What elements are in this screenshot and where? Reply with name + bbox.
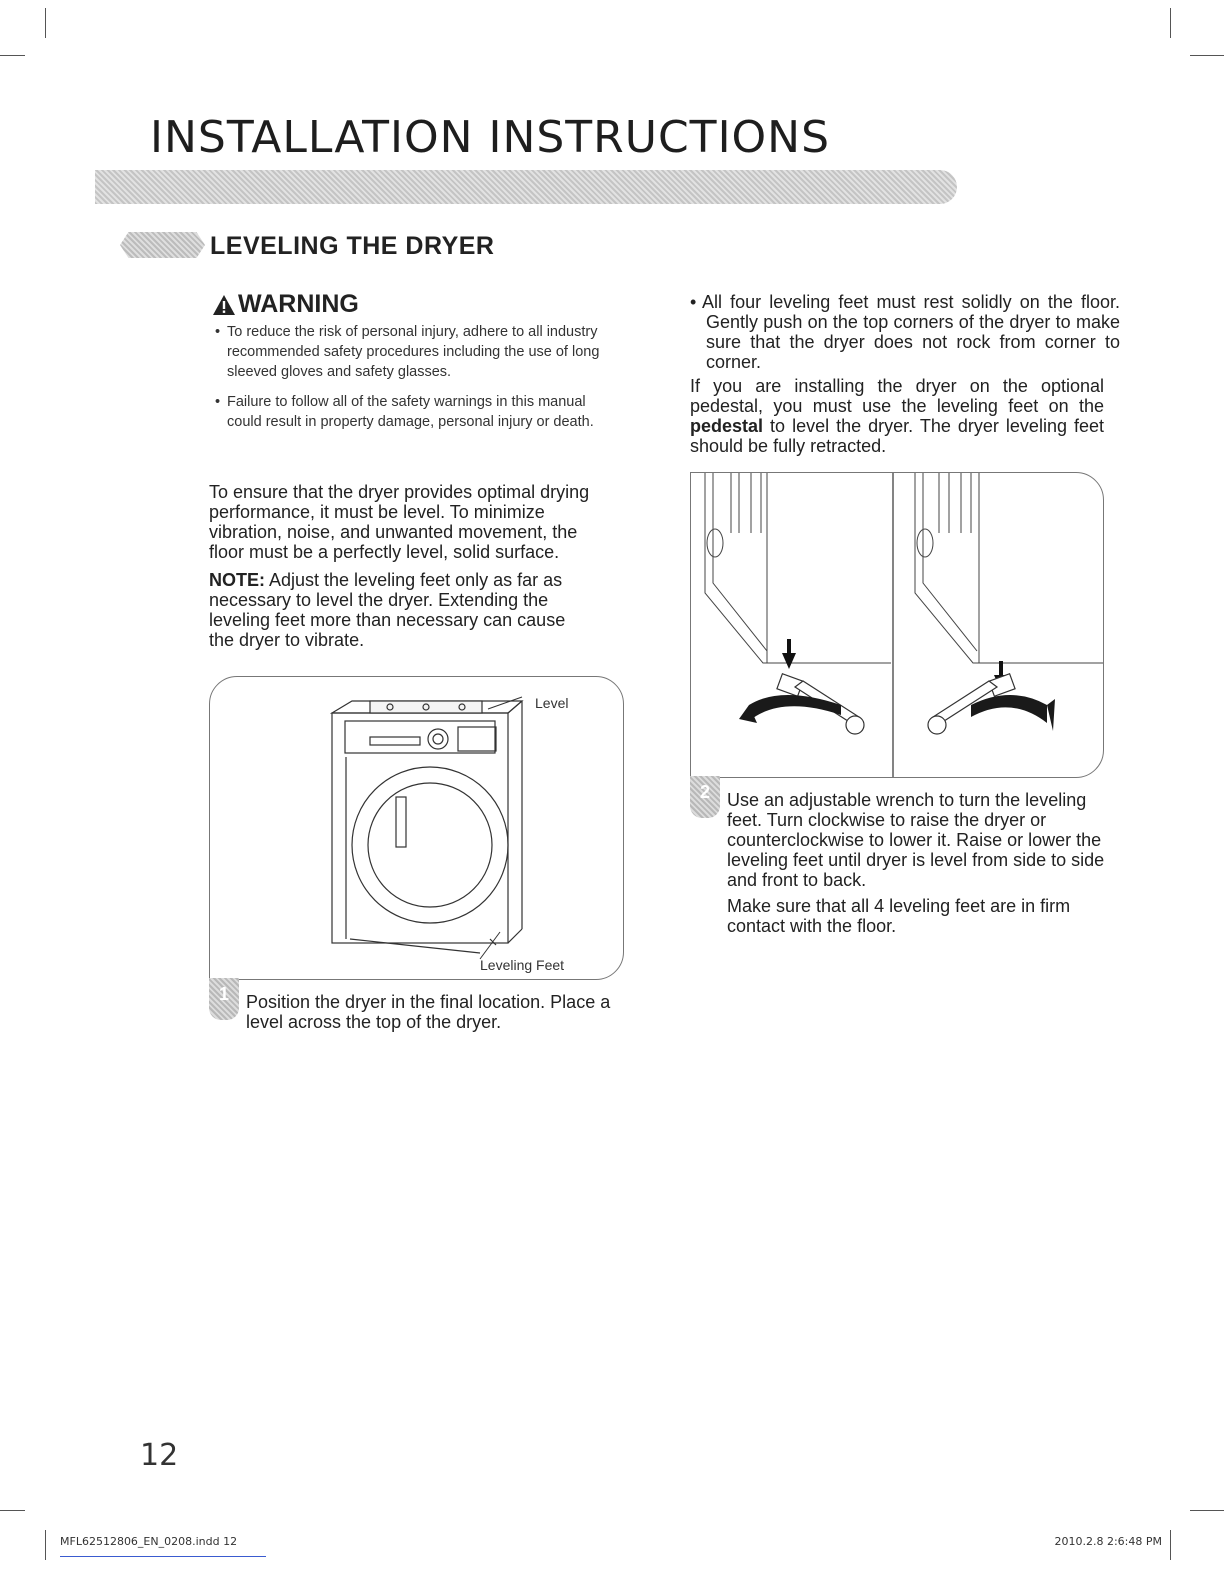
step-1-badge: 1 (209, 978, 239, 1020)
crop-mark (1190, 55, 1224, 56)
crop-mark (1170, 1530, 1171, 1560)
warning-heading (212, 290, 359, 319)
section-marker (120, 232, 205, 258)
leveling-feet-callout: Leveling Feet (480, 957, 565, 973)
pedestal-bold: pedestal (690, 416, 764, 436)
level-callout: Level (535, 695, 569, 711)
crop-mark (45, 8, 46, 38)
pedestal-paragraph (690, 376, 1104, 456)
crop-mark (1190, 1510, 1224, 1511)
dryer-level-figure (209, 676, 624, 980)
wrench-figure (690, 472, 1104, 778)
step-2-badge: 2 (690, 776, 720, 818)
pedestal-text-pre: If you are installing the dryer on the optional pedestal, you must use the leveling feet on the (690, 376, 1104, 416)
intro-paragraph: To ensure that the dryer provides optimal drying performance, it must be level. To minimize vibration, noise, and unwanted movement, the floor must be a perfectly level, solid surface. (209, 482, 590, 562)
warning-item: • To reduce the risk of personal injury, adhere to all industry recommended safety procedures including the use of long sleeved gloves and safety glasses. (215, 322, 615, 382)
crop-mark (0, 1510, 25, 1511)
warning-triangle-icon (212, 294, 236, 316)
feet-bullet: • All four leveling feet must rest solidly on the floor. Gently push on the top corners of the dryer to make sure that the dryer does not rock from corner to corner. (690, 292, 1120, 372)
page-title: INSTALLATION INSTRUCTIONS (150, 112, 831, 163)
crop-mark (0, 55, 25, 56)
note-paragraph (209, 570, 589, 650)
warning-list (215, 322, 615, 442)
crop-mark (1170, 8, 1171, 38)
step-2-text: Use an adjustable wrench to turn the leveling feet. Turn clockwise to raise the dryer or counterclockwise to lower it. Raise or lower the leveling feet until dryer is level from side to side and front to back. (727, 790, 1105, 890)
crop-mark (45, 1530, 46, 1560)
warning-title: WARNING (238, 290, 359, 318)
note-label: NOTE: (209, 570, 265, 590)
footer-file-name: MFL62512806_EN_0208.indd 12 (60, 1535, 238, 1548)
note-text: Adjust the leveling feet only as far as necessary to level the dryer. Extending the leveling feet more than necessary can cause the dryer to vibrate. (209, 570, 566, 650)
step-2-note: Make sure that all 4 leveling feet are in firm contact with the floor. (727, 896, 1071, 936)
pedestal-text-post: to level the dryer. The dryer leveling feet should be fully retracted. (690, 416, 1104, 456)
step-1-text: Position the dryer in the final location. Place a level across the top of the dryer. (246, 992, 611, 1032)
title-divider-bar (95, 170, 957, 204)
footer-underline (60, 1556, 266, 1557)
footer-timestamp: 2010.2.8 2:6:48 PM (1054, 1535, 1162, 1548)
section-title: LEVELING THE DRYER (210, 232, 495, 260)
dryer-illustration (210, 677, 623, 979)
page-number: 12 (140, 1438, 179, 1473)
wrench-illustration (691, 473, 1103, 777)
warning-item: • Failure to follow all of the safety warnings in this manual could result in property damage, personal injury or death. (215, 392, 615, 432)
